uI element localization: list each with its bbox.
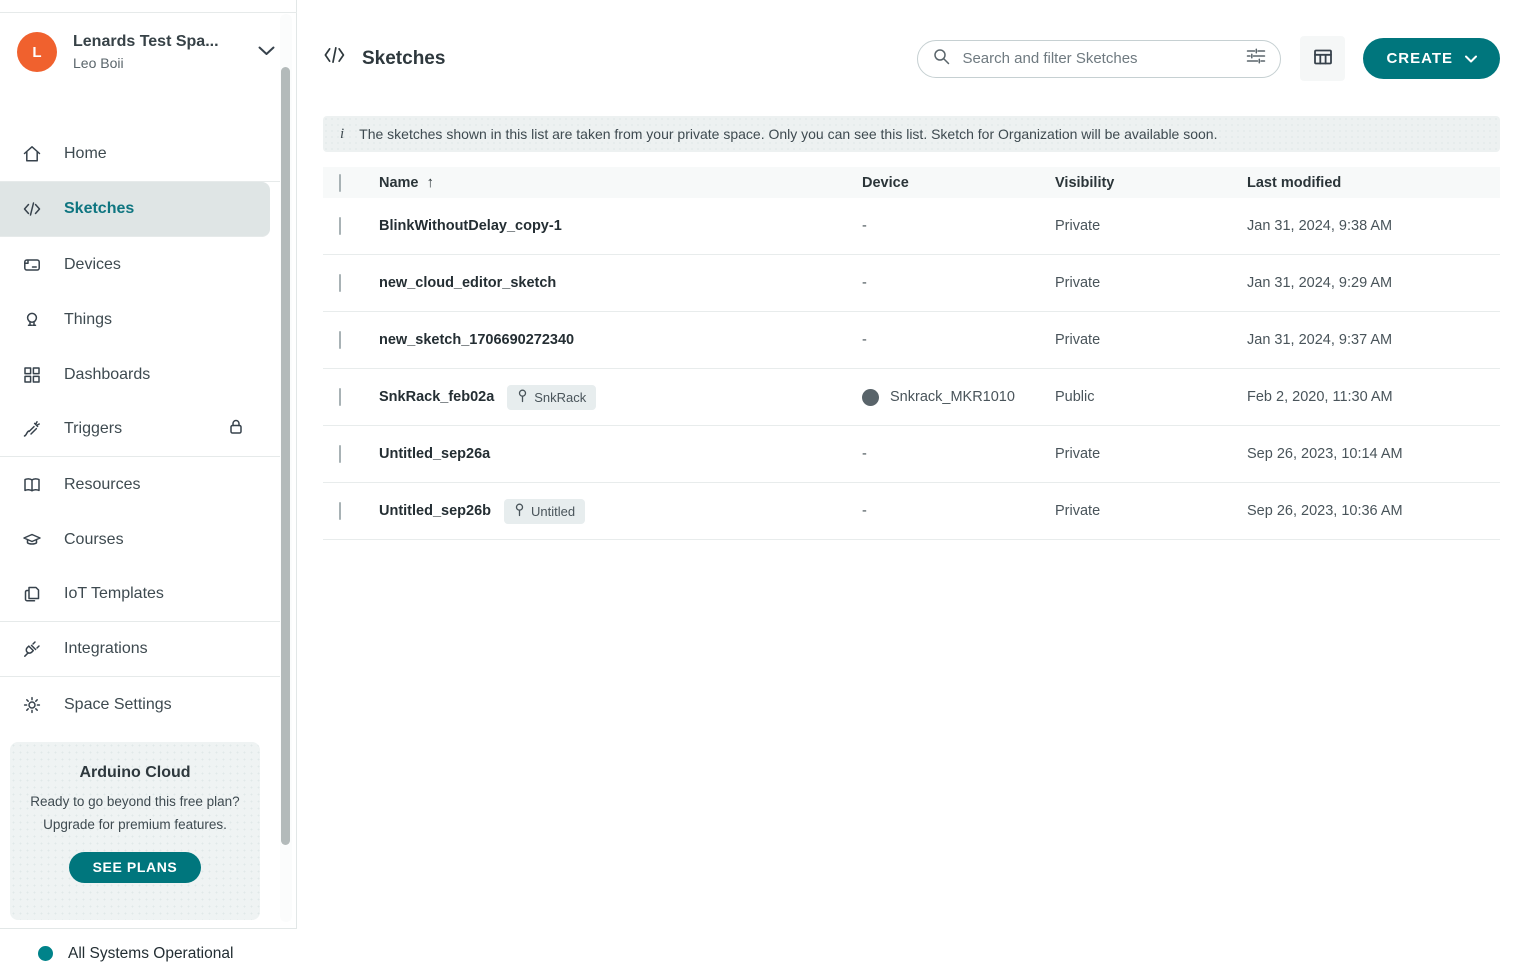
sidebar-item-label: Dashboards [64, 365, 151, 383]
grid-icon [22, 365, 42, 385]
code-icon [22, 199, 42, 219]
sidebar-item-space-settings[interactable] [0, 677, 280, 732]
info-banner-text: The sketches shown in this list are taken from your private space. Only you can see this list. Sketch for Organization will be available soon. [359, 126, 1218, 142]
row-checkbox[interactable] [339, 274, 341, 292]
sidebar-item-label: Courses [64, 530, 124, 548]
sidebar-item-label: Integrations [64, 640, 148, 657]
sidebar-scrollbar-thumb[interactable] [281, 67, 290, 845]
last-modified-cell: Jan 31, 2024, 9:29 AM [1247, 275, 1393, 291]
search-box[interactable] [917, 40, 1281, 78]
see-plans-button[interactable]: SEE PLANS [69, 852, 202, 883]
visibility-cell: Private [1055, 503, 1101, 519]
last-modified-cell: Sep 26, 2023, 10:14 AM [1247, 446, 1403, 462]
device-avatar-icon [862, 389, 879, 406]
workspace-name: Lenards Test Spa... [73, 33, 219, 50]
sidebar-item-triggers[interactable] [0, 402, 280, 457]
visibility-cell: Private [1055, 218, 1101, 234]
promo-title: Arduino Cloud [79, 764, 191, 781]
column-header-last-modified[interactable]: Last modified [1247, 174, 1342, 191]
device-name: Snkrack_MKR1010 [890, 389, 1015, 405]
code-icon [323, 46, 347, 71]
sidebar-item-label: IoT Templates [64, 585, 164, 602]
lock-icon [228, 418, 244, 440]
main-content [297, 0, 1535, 978]
row-checkbox[interactable] [339, 331, 341, 349]
trigger-icon [22, 419, 42, 439]
graduation-cap-icon [22, 530, 42, 550]
search-input[interactable] [960, 49, 1236, 68]
last-modified-cell: Jan 31, 2024, 9:37 AM [1247, 332, 1393, 348]
last-modified-cell: Sep 26, 2023, 10:36 AM [1247, 503, 1403, 519]
table-row[interactable] [323, 483, 1500, 540]
search-icon [933, 48, 950, 70]
sidebar-item-integrations[interactable] [0, 622, 280, 677]
sketch-name[interactable]: BlinkWithoutDelay_copy-1 [379, 218, 562, 234]
sidebar-item-label: Triggers [64, 420, 123, 437]
sidebar-item-label: Things [64, 310, 113, 328]
table-row[interactable] [323, 369, 1500, 426]
sketch-name[interactable]: Untitled_sep26b [379, 503, 491, 519]
gear-icon [22, 695, 42, 715]
upgrade-promo-card [10, 742, 260, 920]
sketches-table [323, 167, 1500, 540]
sketch-name[interactable]: SnkRack_feb02a [379, 389, 495, 405]
visibility-cell: Public [1055, 389, 1095, 405]
device-cell: - [862, 503, 867, 519]
sidebar-item-sketches[interactable] [0, 182, 270, 237]
table-row[interactable] [323, 312, 1500, 369]
table-columns-icon [1312, 47, 1334, 70]
visibility-cell: Private [1055, 275, 1101, 291]
device-cell: - [862, 275, 867, 291]
sidebar [0, 0, 297, 978]
column-layout-button[interactable] [1300, 36, 1345, 81]
sidebar-item-iot-templates[interactable] [0, 567, 280, 622]
sidebar-item-label: Home [64, 145, 107, 162]
sidebar-item-label: Sketches [64, 200, 135, 217]
visibility-cell: Private [1055, 332, 1101, 348]
column-header-label: Name [379, 174, 419, 191]
device-cell: - [862, 446, 867, 462]
sidebar-item-courses[interactable] [0, 512, 280, 567]
sidebar-item-things[interactable] [0, 292, 280, 347]
last-modified-cell: Jan 31, 2024, 9:38 AM [1247, 218, 1393, 234]
device-cell [862, 389, 1055, 406]
sidebar-item-label: Resources [64, 475, 141, 493]
promo-text: Ready to go beyond this free plan? Upgrade for premium features. [30, 794, 240, 832]
pin-icon [517, 389, 528, 406]
sidebar-top-divider [0, 12, 297, 13]
column-header-device[interactable]: Device [862, 174, 909, 191]
sketch-tag-label: SnkRack [534, 389, 587, 405]
row-checkbox[interactable] [339, 502, 341, 520]
plug-icon [22, 639, 42, 659]
column-header-name[interactable] [379, 174, 862, 191]
device-cell: - [862, 332, 867, 348]
header-actions [917, 36, 1500, 81]
avatar: L [17, 32, 57, 72]
last-modified-cell: Feb 2, 2020, 11:30 AM [1247, 389, 1393, 405]
sketch-name[interactable]: Untitled_sep26a [379, 446, 491, 462]
sketch-name[interactable]: new_cloud_editor_sketch [379, 275, 557, 291]
thing-icon [22, 310, 42, 330]
sidebar-nav [0, 127, 280, 732]
sidebar-item-resources[interactable] [0, 457, 280, 512]
workspace-info [73, 33, 219, 71]
device-icon [22, 255, 42, 275]
status-dot-icon [38, 946, 53, 961]
visibility-cell: Private [1055, 446, 1101, 462]
status-text: All Systems Operational [68, 944, 234, 962]
sidebar-item-label: Space Settings [64, 695, 172, 713]
template-copy-icon [22, 584, 42, 604]
sketch-tag-chip [507, 385, 596, 410]
chevron-down-icon [1465, 50, 1477, 67]
select-all-checkbox[interactable] [339, 174, 341, 192]
sketch-name[interactable]: new_sketch_1706690272340 [379, 332, 575, 348]
filter-sliders-icon[interactable] [1246, 47, 1266, 70]
device-cell: - [862, 218, 867, 234]
row-checkbox[interactable] [339, 388, 341, 406]
info-banner [323, 116, 1500, 152]
home-icon [22, 144, 42, 164]
sidebar-item-home[interactable] [0, 127, 280, 182]
sort-asc-icon: ↑ [426, 174, 434, 191]
table-row[interactable] [323, 198, 1500, 255]
sketch-tag-label: Untitled [531, 503, 576, 519]
table-row[interactable] [323, 426, 1500, 483]
create-button[interactable] [1363, 38, 1500, 79]
page-header [323, 36, 1500, 81]
info-icon: i [340, 125, 345, 142]
system-status-bar[interactable] [0, 928, 297, 978]
pin-icon [514, 503, 525, 520]
sidebar-item-label: Devices [64, 255, 121, 273]
page-title-text: Sketches [362, 47, 446, 69]
create-button-label: CREATE [1386, 50, 1453, 67]
workspace-owner: Leo Boii [73, 55, 124, 71]
column-header-visibility[interactable]: Visibility [1055, 174, 1115, 191]
book-icon [22, 475, 42, 495]
row-checkbox[interactable] [339, 445, 341, 463]
chevron-down-icon [258, 43, 275, 61]
sidebar-item-dashboards[interactable] [0, 347, 280, 402]
row-checkbox[interactable] [339, 217, 341, 235]
table-row[interactable] [323, 255, 1500, 312]
table-header-row [323, 167, 1500, 198]
sidebar-item-devices[interactable] [0, 237, 280, 292]
workspace-switcher[interactable] [17, 32, 275, 72]
page-title [323, 46, 445, 71]
sketch-tag-chip [504, 499, 585, 524]
